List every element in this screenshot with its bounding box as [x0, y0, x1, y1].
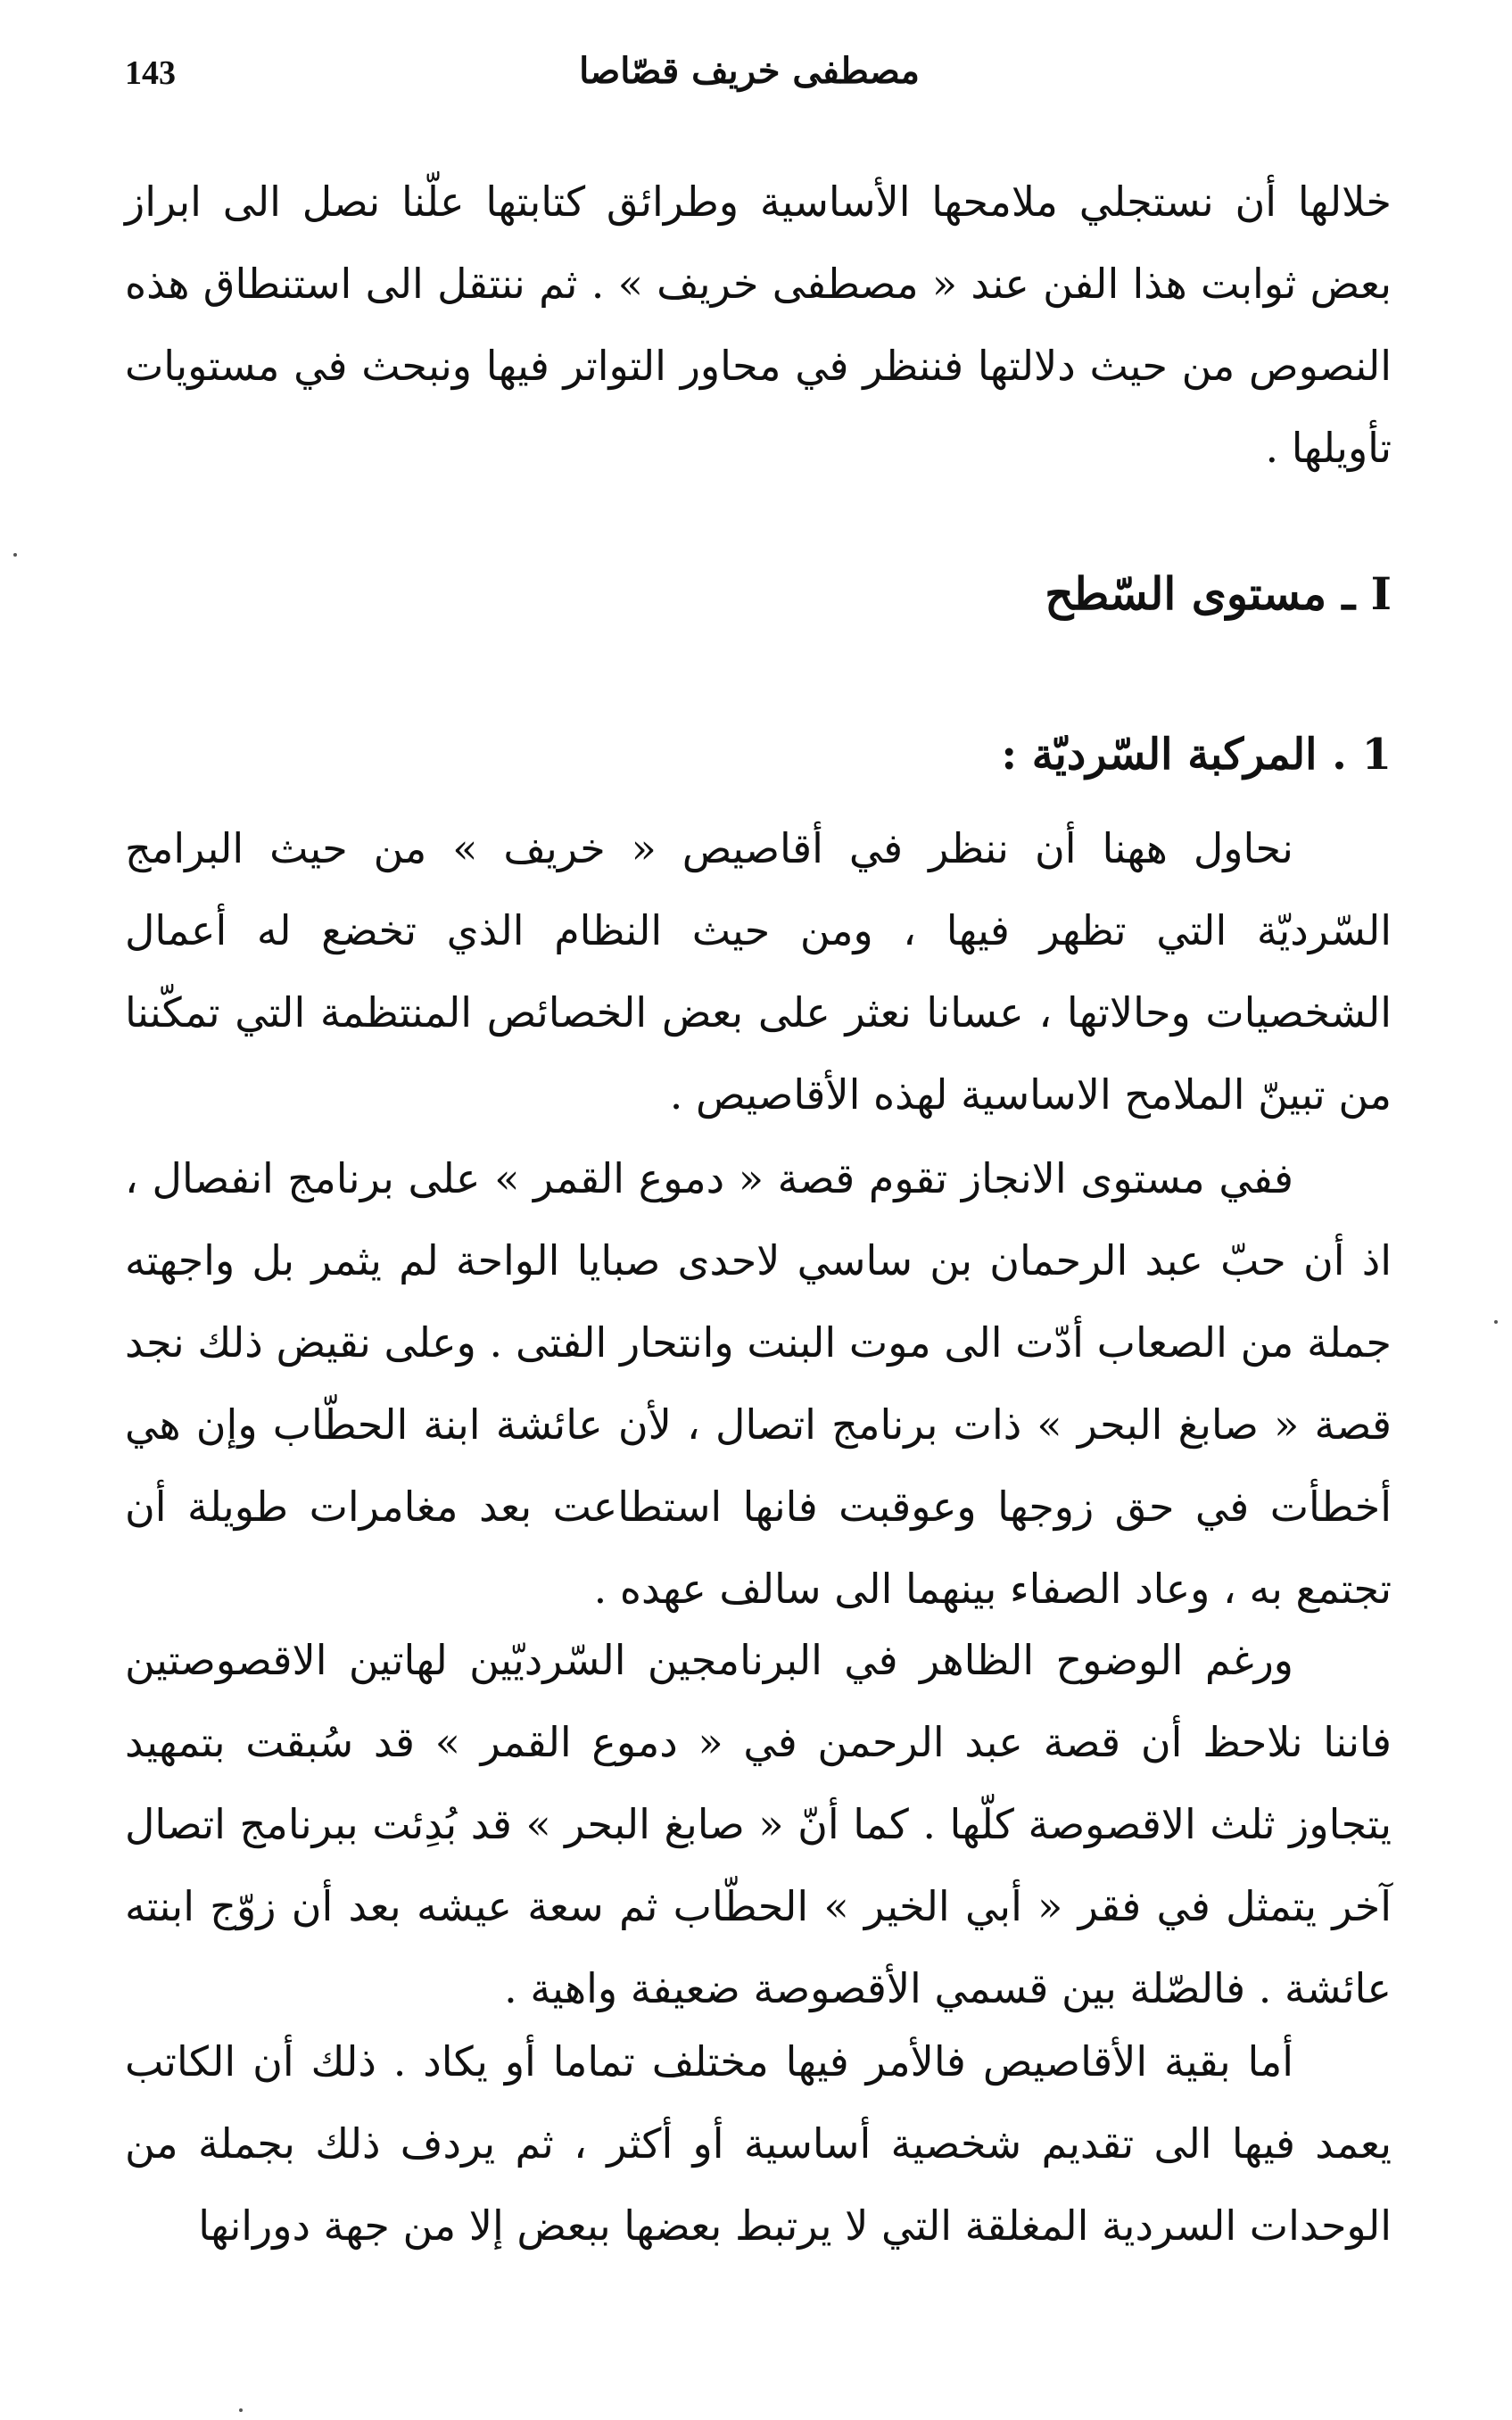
paragraph-block — [125, 2020, 1392, 2267]
page-number: 143 — [125, 54, 176, 92]
paragraph: أما بقية الأقاصيص فالأمر فيها مختلف تماما أو يكاد . ذلك أن الكاتب يعمد فيها الى تقديم شخصية أساسية أو أكثر ، ثم يردف ذلك بجملة من الوحدات السردية المغلقة التي لا يرتبط بعضها ببعض إلا من جهة دورانها — [125, 2037, 1392, 2250]
paragraph-block — [125, 1619, 1392, 2029]
paragraph-block — [125, 1137, 1392, 1630]
scan-speck — [13, 553, 17, 557]
intro-paragraph-block — [125, 161, 1392, 489]
scan-speck — [1494, 1320, 1498, 1324]
subsection-heading: 1 . المركبة السّرديّة : — [1001, 730, 1392, 780]
paragraph-block — [125, 807, 1392, 1136]
intro-paragraph: خلالها أن نستجلي ملامحها الأساسية وطرائق كتابتها علّنا نصل الى ابراز بعض ثوابت هذا الفن عند « مصطفى خريف » . ثم ننتقل الى استنطاق هذه النصوص من حيث دلالتها فننظر في محاور التواتر فيها ونبحث في مستويات تأويلها . — [125, 178, 1392, 472]
scan-speck — [239, 2408, 243, 2412]
paragraph: ورغم الوضوح الظاهر في البرنامجين السّرديّين لهاتين الاقصوصتين فاننا نلاحظ أن قصة عبد الرحمن في « دموع القمر » قد سُبقت بتمهيد يتجاوز ثلث الاقصوصة كلّها . كما أنّ « صابغ البحر » قد بُدِئت ببرنامج اتصال آخر يتمثل في فقر « أبي الخير » الحطّاب ثم سعة عيشه بعد أن زوّج ابنته عائشة . فالصّلة بين قسمي الأقصوصة ضعيفة واهية . — [125, 1636, 1392, 2012]
running-head: مصطفى خريف قصّاصا — [579, 50, 920, 92]
paragraph: ففي مستوى الانجاز تقوم قصة « دموع القمر » على برنامج انفصال ، اذ أن حبّ عبد الرحمان بن ساسي لاحدى صبايا الواحة لم يثمر بل واجهته جملة من الصعاب أدّت الى موت البنت وانتحار الفتى . وعلى نقيض ذلك نجد قصة « صابغ البحر » ذات برنامج اتصال ، لأن عائشة ابنة الحطّاب وإن هي أخطأت في حق زوجها وعوقبت فانها استطاعت بعد مغامرات طويلة أن تجتمع به ، وعاد الصفاء بينهما الى سالف عهده . — [125, 1154, 1392, 1613]
section-heading: I ـ مستوى السّطح — [1045, 567, 1392, 620]
paragraph: نحاول ههنا أن ننظر في أقاصيص « خريف » من حيث البرامج السّرديّة التي تظهر فيها ، ومن حيث النظام الذي تخضع له أعمال الشخصيات وحالاتها ، عسانا نعثر على بعض الخصائص المنتظمة التي تمكّننا من تبينّ الملامح الاساسية لهذه الأقاصيص . — [125, 824, 1392, 1119]
